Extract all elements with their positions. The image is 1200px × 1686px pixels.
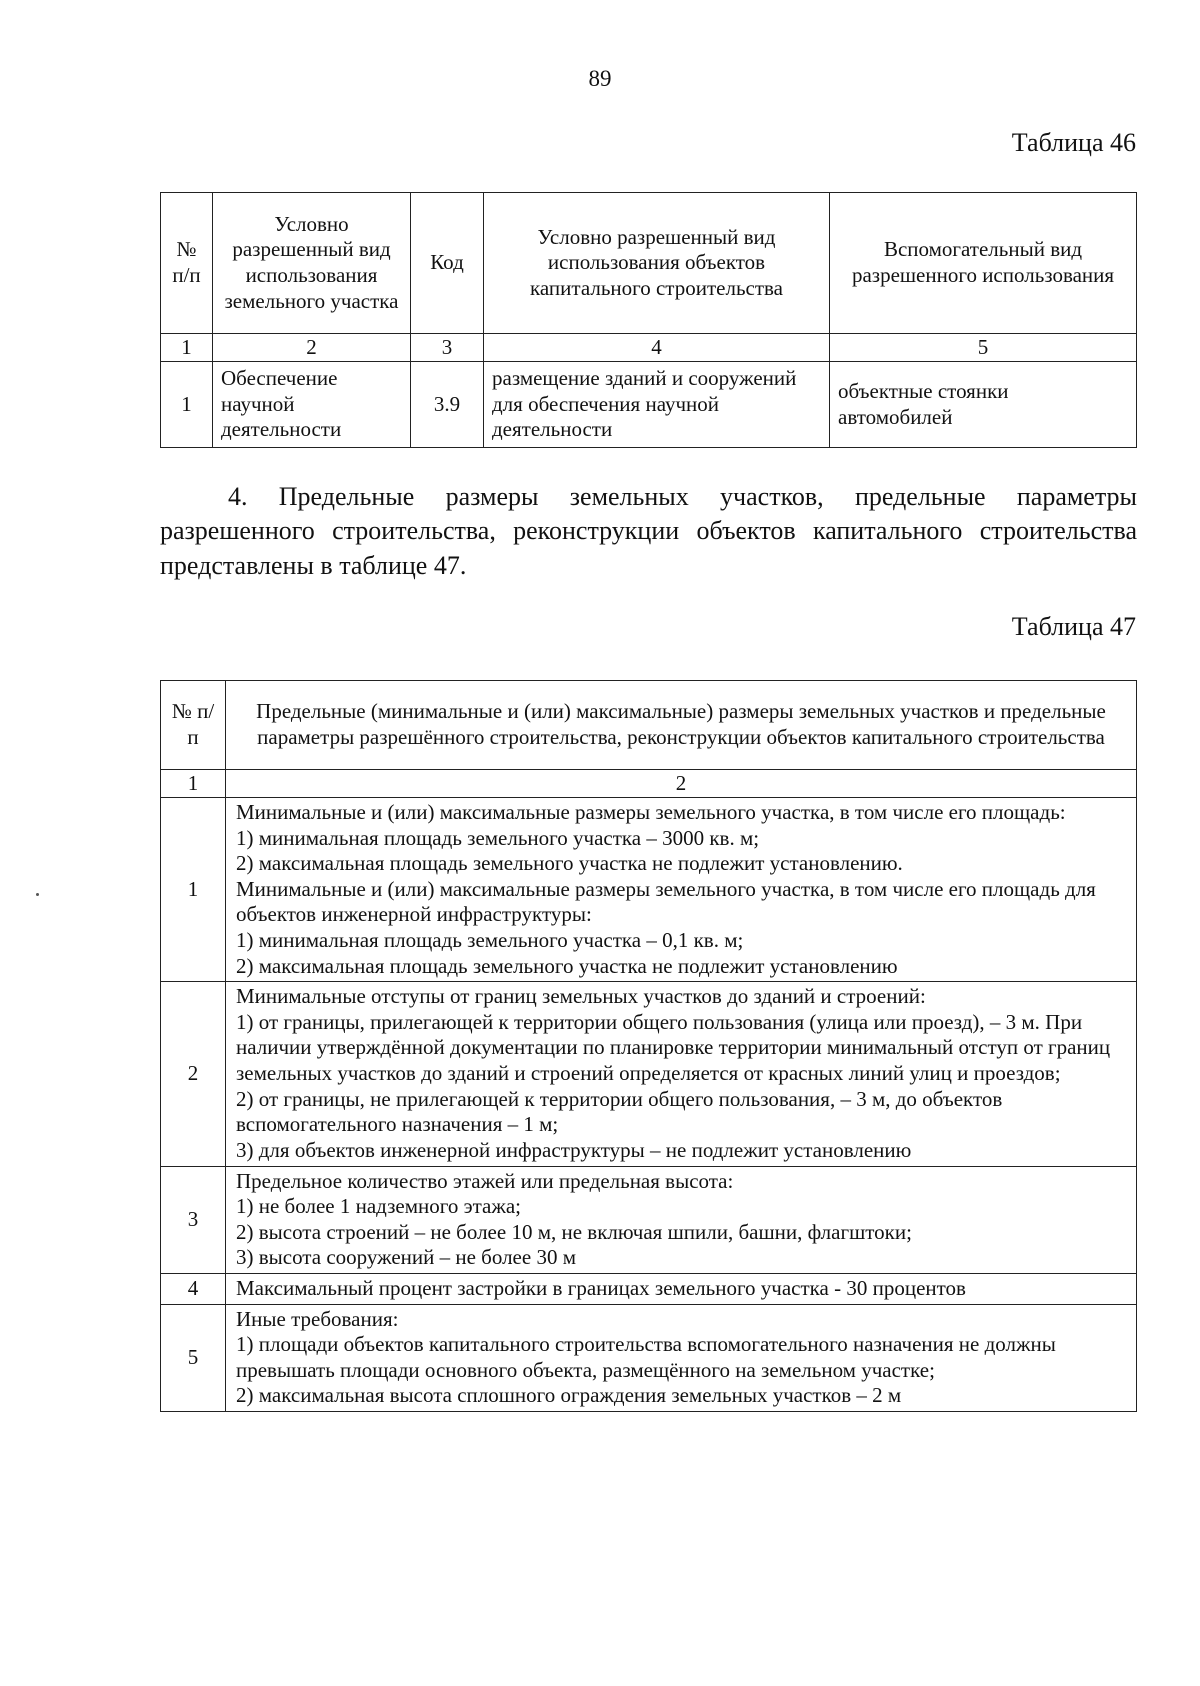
- row-line: Минимальные и (или) максимальные размеры земельного участка, в том числе его площадь для объектов инженерной инфраструктуры:: [236, 876, 1096, 927]
- table-cell: 1: [161, 362, 213, 448]
- row-line: Минимальные отступы от границ земельных участков до зданий и строений:: [236, 984, 926, 1009]
- column-number: 4: [484, 334, 830, 362]
- table-row: [161, 982, 1137, 1166]
- table-46: [160, 192, 1137, 448]
- row-line: Предельное количество этажей или предельная высота:: [236, 1168, 734, 1193]
- row-number: 2: [161, 982, 226, 1166]
- column-number: 1: [161, 770, 226, 798]
- header-cell: Предельные (минимальные и (или) максимальные) размеры земельных участков и предельные параметры разрешённого строительства, реконструкции объектов капитального строительства: [226, 681, 1137, 770]
- table-row: [161, 1273, 1137, 1304]
- column-number: 2: [213, 334, 411, 362]
- column-number: 5: [830, 334, 1137, 362]
- row-content: [226, 1166, 1137, 1273]
- header-cell: Условно разрешенный вид использования объектов капитального строительства: [484, 193, 830, 334]
- row-line: 3) для объектов инженерной инфраструктуры – не подлежит установлению: [236, 1137, 912, 1162]
- row-line: 1) от границы, прилегающей к территории общего пользования (улица или проезд), – 3 м. При наличии утверждённой документации по планировке территории минимальный отступ от границ земельных участков до зданий и строений определяется от красных линий улиц и проездов;: [236, 1009, 1111, 1086]
- row-line: 2) максимальная площадь земельного участка не подлежит установлению: [236, 953, 898, 978]
- header-cell: Вспомогательный вид разрешенного использования: [830, 193, 1137, 334]
- row-line: Максимальный процент застройки в границах земельного участка - 30 процентов: [236, 1275, 966, 1300]
- row-line: 2) максимальная высота сплошного ограждения земельных участков – 2 м: [236, 1383, 902, 1408]
- header-cell: № п/п: [161, 681, 226, 770]
- table-47: [160, 680, 1137, 1412]
- column-number: 1: [161, 334, 213, 362]
- row-number: 1: [161, 798, 226, 982]
- body-paragraph: 4. Предельные размеры земельных участков, предельные параметры разрешенного строительства, реконструкции объектов капитального строительства представлены в таблице 47.: [160, 482, 1137, 580]
- table-row: [161, 1304, 1137, 1411]
- header-cell: № п/п: [161, 193, 213, 334]
- column-number-row: [161, 334, 1137, 362]
- row-line: 1) площади объектов капитального строительства вспомогательного назначения не должны превышать площади основного объекта, размещённого на земельном участке;: [236, 1332, 1056, 1382]
- table-cell: 3.9: [411, 362, 484, 448]
- row-line: 1) не более 1 надземного этажа;: [236, 1194, 521, 1219]
- row-content: [226, 982, 1137, 1166]
- table-cell: Обеспечение научной деятельности: [213, 362, 411, 448]
- row-line: 2) высота строений – не более 10 м, не включая шпили, башни, флагштоки;: [236, 1219, 912, 1244]
- row-line: 1) минимальная площадь земельного участка – 3000 кв. м;: [236, 825, 760, 850]
- table-header-row: [161, 193, 1137, 334]
- table-cell: размещение зданий и сооружений для обеспечения научной деятельности: [484, 362, 830, 448]
- row-content: [226, 1304, 1137, 1411]
- table-header-row: [161, 681, 1137, 770]
- header-cell: Условно разрешенный вид использования земельного участка: [213, 193, 411, 334]
- scan-speck: [36, 893, 39, 896]
- table-cell: объектные стоянки автомобилей: [830, 362, 1137, 448]
- row-line: 1) минимальная площадь земельного участка – 0,1 кв. м;: [236, 928, 744, 953]
- row-content: [226, 798, 1137, 982]
- header-cell: Код: [411, 193, 484, 334]
- table-47-caption: Таблица 47: [1011, 612, 1136, 641]
- row-number: 4: [161, 1273, 226, 1304]
- row-line: 2) максимальная площадь земельного участка не подлежит установлению.: [236, 851, 903, 876]
- table-row: [161, 798, 1137, 982]
- row-content: [226, 1273, 1137, 1304]
- page-number: 89: [588, 66, 612, 91]
- row-line: Минимальные и (или) максимальные размеры земельного участка, в том числе его площадь:: [236, 800, 1066, 824]
- row-line: Иные требования:: [236, 1306, 399, 1331]
- row-number: 3: [161, 1166, 226, 1273]
- table-row: [161, 1166, 1137, 1273]
- column-number: 3: [411, 334, 484, 362]
- row-number: 5: [161, 1304, 226, 1411]
- table-46-caption: Таблица 46: [1011, 128, 1136, 157]
- column-number: 2: [226, 770, 1137, 798]
- column-number-row: [161, 770, 1137, 798]
- table-row: [161, 362, 1137, 448]
- row-line: 2) от границы, не прилегающей к территории общего пользования, – 3 м, до объектов вспомогательного назначения – 1 м;: [236, 1086, 1003, 1137]
- row-line: 3) высота сооружений – не более 30 м: [236, 1245, 576, 1270]
